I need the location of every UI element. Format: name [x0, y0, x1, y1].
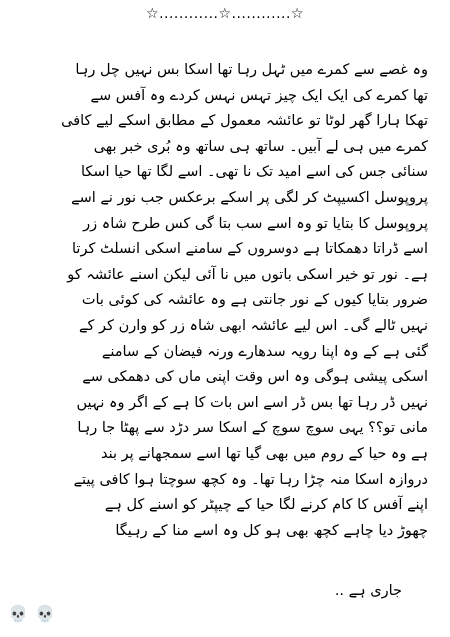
- paragraph-line: تھا کمرے کی ایک ایک چیز تہس نہس کردے وہ آفس سے: [90, 87, 428, 104]
- paragraph-line: اسکی پیشی ہوگی وہ اس وقت اپنی ماں کی دھمکی سے: [82, 369, 428, 386]
- paragraph-line: ہے۔ نور تو خیر اسکی باتوں میں نا آئی لیکن اسنے عائشہ کو: [67, 266, 428, 283]
- skull-emoji-row: [8, 604, 57, 624]
- paragraph-line: اسے ڈراتا دھمکاتا ہے دوسروں کے سامنے اسکی انسلٹ کرتا: [72, 241, 428, 258]
- skull-icon: 💀: [8, 604, 28, 623]
- paragraph-line: پروپوسل کا بتایا تو وہ اسے سب بتا گی کس طرح شاہ زر: [83, 215, 428, 232]
- paragraph-line: کمرے میں ہی لے آبیں۔ ساتھ ہی ساتھ وہ بُری خبر بھی: [93, 138, 428, 155]
- paragraph-line: وہ غصے سے کمرے میں ٹہل رہا تھا اسکا بس نہیں چل رہا: [75, 62, 428, 78]
- paragraph-line: مانی تو؟؟ یہی سوچ سوچ کے اسکا سر دڑد سے پھٹا جا رہا: [77, 420, 428, 437]
- star-divider: ☆............☆............☆: [146, 6, 304, 22]
- paragraph-line: پروپوسل اکسیپٹ کر لگی پر اسکے برعکس جب نور نے اسے: [71, 189, 428, 206]
- paragraph-line: نہیں ٹالے گی۔ اس لیے عائشہ ابھی شاہ زر کو وارن کر کے: [79, 317, 428, 334]
- paragraph-line: ضرور بتایا کیوں کے نور جانتی ہے وہ عائشہ کی کوئی بات: [81, 292, 428, 309]
- paragraph-line: نہیں ڈر رہا تھا بس ڈر اسے اس بات کا ہے کے اگر وہ نہیں: [76, 394, 428, 411]
- paragraph-line: گئی ہے کے وہ اپنا رویہ سدھارے ورنہ فیضان کے سامنے: [101, 343, 428, 360]
- paragraph-line: دروازہ اسکا منہ چڑا رہا تھا۔ وہ کچھ سوچتا ہوا کافی پیتے: [73, 471, 428, 488]
- skull-icon: 💀: [35, 604, 55, 623]
- paragraph-line: ہے وہ حیا کے روم میں بھی گیا تھا اسے سمجھانے پر بند: [100, 445, 428, 462]
- paragraph-line: سنائی جس کی اسے امید تک نا تھی۔ اسے لگا تھا حیا اسکا: [80, 164, 428, 181]
- story-paragraph: [26, 58, 428, 544]
- paragraph-line: تھکا ہارا گھر لوٹا تو عائشہ معمول کے مطابق اسکے لیے کافی: [61, 113, 428, 130]
- paragraph-line: اپنے آفس کا کام کرنے لگا حیا کے چیپٹر کو اسنے کل ہے: [104, 497, 428, 514]
- paragraph-line: چھوڑ دیا چاہے کچھ بھی ہو کل وہ اسے منا کے رہیگا: [115, 522, 428, 539]
- to-be-continued-text: جاری ہے ..: [334, 583, 402, 599]
